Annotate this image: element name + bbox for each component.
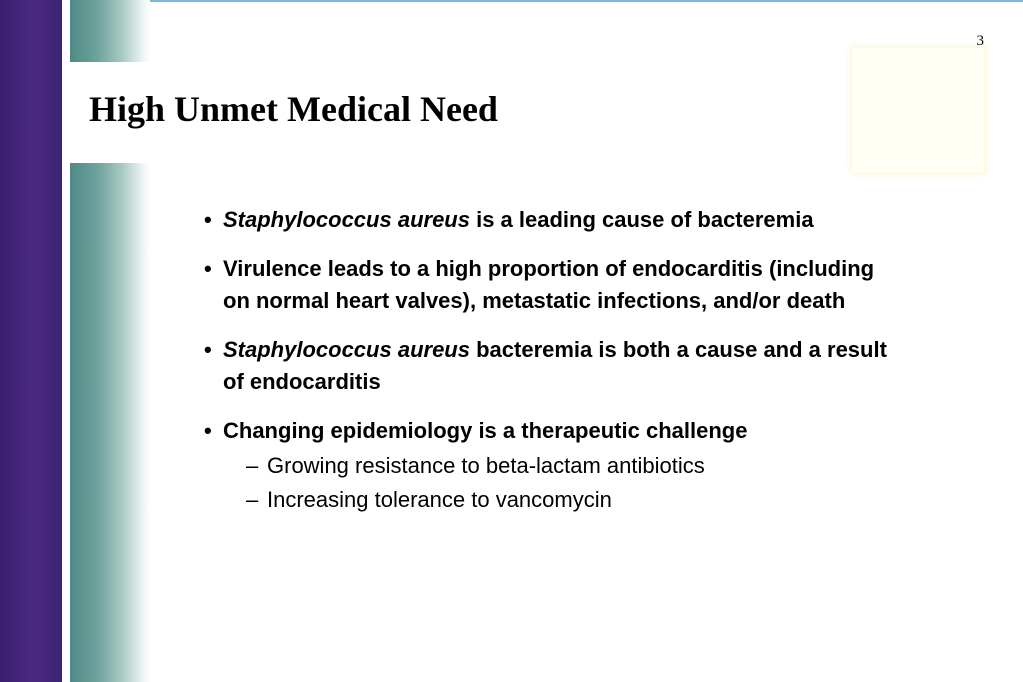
bullet-italic-text: Staphylococcus aureus <box>223 337 470 362</box>
sub-bullet-item: – Growing resistance to beta-lactam antibiotics <box>223 449 904 483</box>
bullet-item <box>204 415 904 517</box>
sidebar-gap-strip <box>62 0 70 682</box>
top-accent-line <box>0 0 1023 2</box>
sidebar-teal-bar-top <box>70 0 150 62</box>
bullet-text: Virulence leads to a high proportion of endocarditis (including on normal heart valves), metastatic infections, and/or death <box>223 256 875 313</box>
sub-bullet-item: – Increasing tolerance to vancomycin <box>223 483 904 517</box>
decorative-box <box>852 48 984 172</box>
bullet-text: is a leading cause of bacteremia <box>469 207 814 232</box>
bullet-list <box>204 204 904 534</box>
sidebar-teal-bar-bottom <box>70 163 150 682</box>
bullet-item <box>204 253 904 317</box>
page-number: 3 <box>976 33 984 49</box>
bullet-text: bacteremia is both a cause and a result of endocarditis <box>223 337 887 394</box>
sidebar-purple-bar <box>0 0 62 682</box>
slide-title: High Unmet Medical Need <box>89 89 498 129</box>
bullet-item <box>204 204 904 236</box>
sub-bullet-list <box>223 449 904 517</box>
bullet-text: Changing epidemiology is a therapeutic challenge <box>223 418 748 443</box>
bullet-item <box>204 334 904 398</box>
bullet-italic-text: Staphylococcus aureus <box>223 207 470 232</box>
